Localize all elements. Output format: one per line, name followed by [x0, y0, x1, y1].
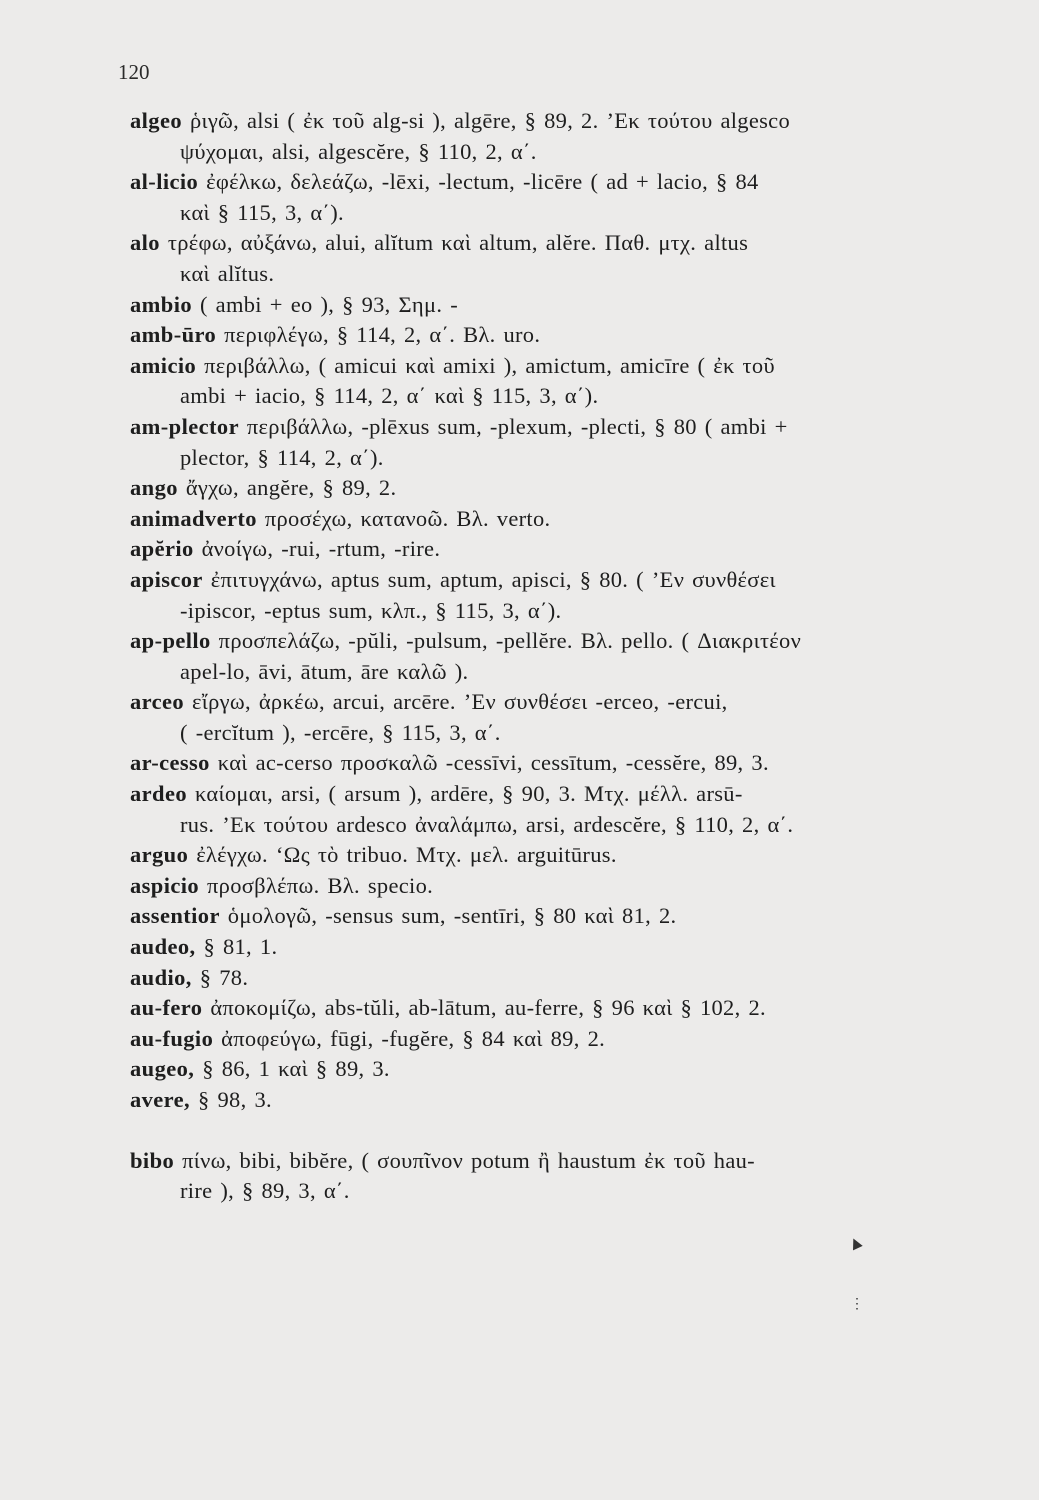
entry-headword: am-plector	[130, 413, 239, 439]
entry-continuation: ψύχομαι, alsi, algescĕre, § 110, 2, α΄.	[180, 138, 537, 164]
entry-continuation: rire ), § 89, 3, α΄.	[180, 1178, 350, 1204]
entry-aspicio	[130, 871, 970, 902]
entry-headword: augeo,	[130, 1056, 195, 1082]
entry-audio	[130, 963, 970, 994]
entry-text: ἀποκομίζω, abs-tŭli, ab-lātum, au-ferre, § 96 καὶ § 102, 2.	[210, 995, 766, 1021]
entry-headword: ardeo	[130, 781, 187, 807]
entry-headword: arguo	[130, 842, 189, 868]
entry-headword: audio,	[130, 964, 192, 990]
entry-text: § 78.	[199, 964, 249, 990]
entry-continuation: plector, § 114, 2, α΄).	[180, 444, 384, 470]
entry-continuation: ambi + iacio, § 114, 2, α΄ καὶ § 115, 3, α΄).	[180, 383, 599, 409]
dictionary-entries	[130, 106, 970, 1207]
entry-ambio	[130, 290, 970, 321]
entry-au-fero	[130, 993, 970, 1024]
entry-headword: ango	[130, 475, 178, 501]
entry-text: καὶ ac-cerso προσκαλῶ -cessīvi, cessītum, -cessĕre, 89, 3.	[217, 750, 769, 776]
entry-headword: algeo	[130, 108, 182, 133]
entry-bibo	[130, 1146, 970, 1207]
entry-headword: audeo,	[130, 934, 196, 960]
entry-text: § 81, 1.	[203, 934, 278, 960]
entry-amb-uro	[130, 320, 970, 351]
page-number: 120	[118, 60, 150, 84]
entry-headword: avere,	[130, 1087, 191, 1112]
entry-text: ἄγχω, angĕre, § 89, 2.	[185, 475, 397, 501]
entry-text: ἐφέλκω, δελεάζω, -lēxi, -lectum, -licēre ( ad + lacio, § 84	[206, 169, 759, 195]
entry-headword: apĕrio	[130, 536, 194, 562]
entry-aperio	[130, 534, 970, 565]
entry-ap-pello	[130, 626, 970, 687]
entry-continuation: -ipiscor, -eptus sum, κλπ., § 115, 3, α΄).	[180, 597, 562, 623]
entry-arguo	[130, 840, 970, 871]
entry-am-plector	[130, 412, 970, 473]
entry-headword: amb-ūro	[130, 322, 217, 348]
entry-continuation: καὶ alĭtus.	[180, 260, 275, 286]
entry-animadverto	[130, 504, 970, 535]
entry-headword: amicio	[130, 352, 197, 378]
entry-text: ( ambi + eo ), § 93, Σημ. -	[199, 291, 458, 317]
entry-text: πίνω, bibi, bibĕre, ( σουπῖνον potum ἢ haustum ἐκ τοῦ hau-	[182, 1147, 755, 1173]
entry-headword: ar-cesso	[130, 750, 210, 776]
entry-ango	[130, 473, 970, 504]
entry-al-licio	[130, 167, 970, 228]
entry-text: καίομαι, arsi, ( arsum ), ardēre, § 90, 3. Μτχ. μέλλ. arsū-	[194, 781, 743, 807]
ink-speck-mark: ⋮	[850, 1296, 864, 1312]
entry-au-fugio	[130, 1024, 970, 1055]
entry-text: περιβάλλω, -plēxus sum, -plexum, -plecti, § 80 ( ambi +	[246, 413, 788, 439]
entry-text: ὁμολογῶ, -sensus sum, -sentīri, § 80 καὶ 81, 2.	[227, 903, 677, 929]
entry-headword: ambio	[130, 291, 193, 317]
entry-text: προσπελάζω, -pŭli, -pulsum, -pellĕre. Βλ. pello. ( Διακριτέον	[218, 628, 802, 654]
entry-text: ἐπιτυγχάνω, aptus sum, aptum, apisci, § 80. ( ’Εν συνθέσει	[210, 566, 776, 592]
entry-text: ἀνοίγω, -rui, -rtum, -rire.	[201, 536, 441, 562]
entry-text: § 98, 3.	[198, 1087, 272, 1112]
entry-text: ἐλέγχω. ‘Ως τὸ tribuo. Μτχ. μελ. arguitūrus.	[196, 842, 617, 868]
entry-continuation: ( -ercĭtum ), -ercēre, § 115, 3, α΄.	[180, 719, 501, 745]
entry-headword: au-fero	[130, 995, 203, 1021]
entry-arceo	[130, 687, 970, 748]
entry-audeo	[130, 932, 970, 963]
entry-amicio	[130, 351, 970, 412]
entry-apiscor	[130, 565, 970, 626]
entry-text: τρέφω, αὐξάνω, alui, alĭtum καὶ altum, alĕre. Παθ. μτχ. altus	[167, 230, 749, 256]
entry-continuation: rus. ’Εκ τούτου ardesco ἀναλάμπω, arsi, ardescĕre, § 110, 2, α΄.	[180, 811, 794, 837]
entry-text: § 86, 1 καὶ § 89, 3.	[202, 1056, 390, 1082]
entry-text: ῥιγῶ, alsi ( ἐκ τοῦ alg-si ), algēre, § 89, 2. ’Εκ τούτου algesco	[189, 108, 791, 133]
entry-text: εἴργω, ἀρκέω, arcui, arcēre. ’Εν συνθέσει -erceo, -ercui,	[192, 689, 728, 715]
entry-headword: bibo	[130, 1147, 175, 1173]
entry-ar-cesso	[130, 748, 970, 779]
entry-algeo	[130, 106, 970, 167]
ink-speck-mark: ▲	[847, 1233, 864, 1253]
section-gap	[130, 1116, 970, 1146]
entry-avere	[130, 1085, 970, 1116]
entry-headword: assentior	[130, 903, 220, 929]
entry-text: περιφλέγω, § 114, 2, α΄. Βλ. uro.	[224, 322, 541, 348]
entry-alo	[130, 228, 970, 289]
entry-continuation: apel-lo, āvi, ātum, āre καλῶ ).	[180, 658, 469, 684]
entry-text: προσβλέπω. Βλ. specio.	[207, 872, 434, 898]
entry-headword: aspicio	[130, 872, 200, 898]
entry-headword: al-licio	[130, 169, 199, 195]
entry-headword: apiscor	[130, 566, 203, 592]
entry-headword: animadverto	[130, 505, 257, 531]
entry-headword: alo	[130, 230, 160, 256]
entry-augeo	[130, 1054, 970, 1085]
entry-text: προσέχω, κατανοῶ. Βλ. verto.	[264, 505, 551, 531]
entry-headword: au-fugio	[130, 1025, 214, 1051]
entry-ardeo	[130, 779, 970, 840]
entry-headword: arceo	[130, 689, 185, 715]
entry-assentior	[130, 901, 970, 932]
entry-text: ἀποφεύγω, fūgi, -fugĕre, § 84 καὶ 89, 2.	[221, 1025, 606, 1051]
entry-text: περιβάλλω, ( amicui καὶ amixi ), amictum, amicīre ( ἐκ τοῦ	[204, 352, 775, 378]
entry-continuation: καὶ § 115, 3, α΄).	[180, 199, 344, 225]
entry-headword: ap-pello	[130, 628, 211, 654]
